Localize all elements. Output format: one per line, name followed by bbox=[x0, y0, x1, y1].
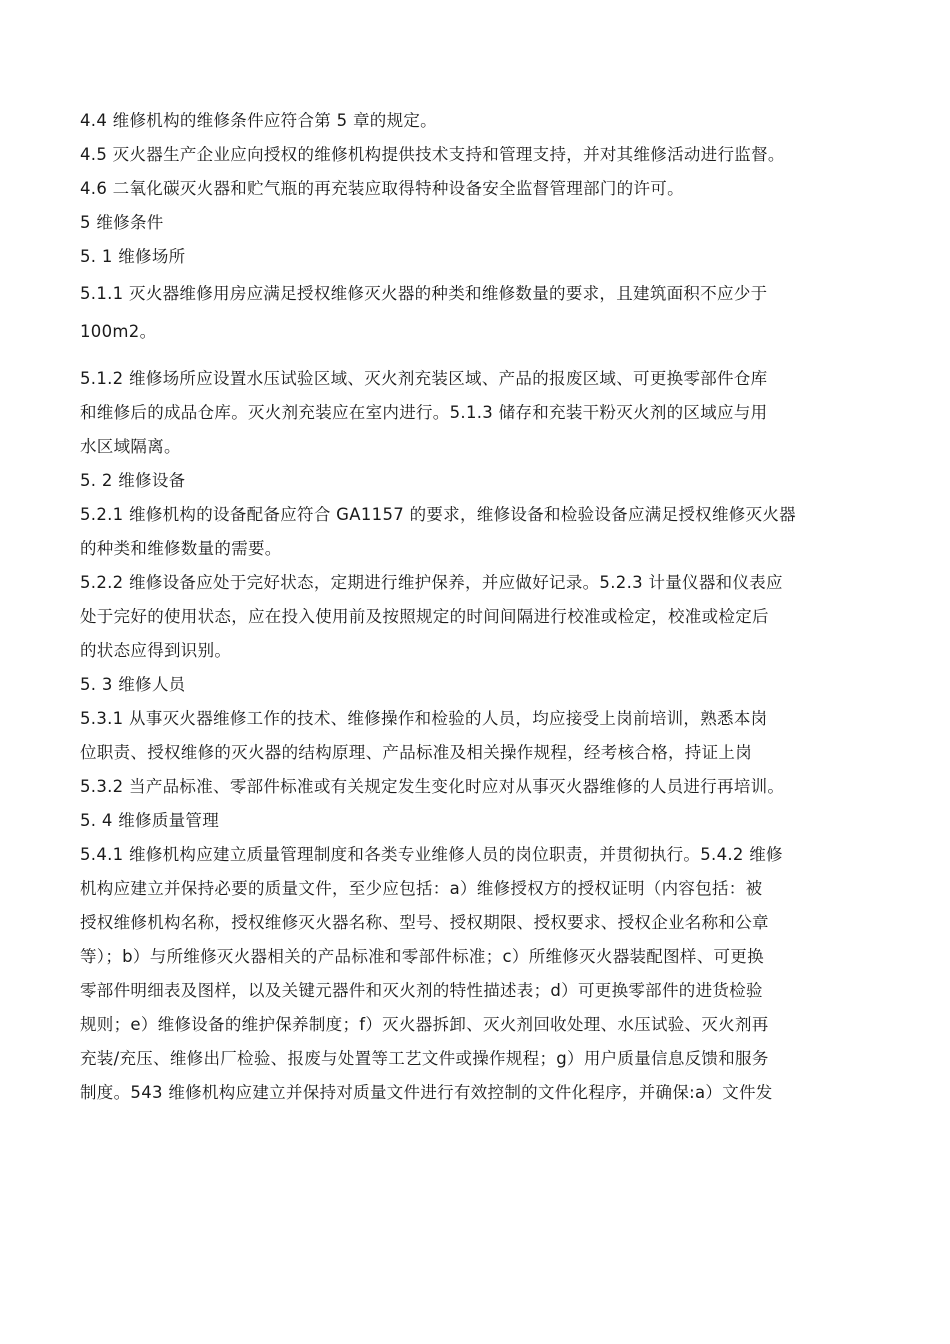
text-line: 5.3.2 当产品标准、零部件标准或有关规定发生变化时应对从事灭火器维修的人员进行再培训。 bbox=[80, 777, 785, 796]
text-line: 5.2.2 维修设备应处于完好状态，定期进行维护保养，并应做好记录。5.2.3 计量仪器和仪表应 bbox=[80, 573, 783, 592]
text-line: 5.2.1 维修机构的设备配备应符合 GA1157 的要求，维修设备和检验设备应满足授权维修灭火器 bbox=[80, 505, 796, 524]
subsection-heading: 5. 2 维修设备 bbox=[80, 471, 186, 490]
section-heading: 5 维修条件 bbox=[80, 213, 164, 232]
text-line: 等）；b）与所维修灭火器相关的产品标准和零部件标准；c）所维修灭火器装配图样、可更换 bbox=[80, 947, 764, 966]
text-line: 和维修后的成品仓库。灭火剂充装应在室内进行。5.1.3 储存和充装干粉灭火剂的区域应与用 bbox=[80, 403, 768, 422]
text-line: 4.5 灭火器生产企业应向授权的维修机构提供技术支持和管理支持，并对其维修活动进行监督。 bbox=[80, 145, 785, 164]
subsection-heading: 5. 1 维修场所 bbox=[80, 247, 186, 266]
text-line: 机构应建立并保持必要的质量文件，至少应包括：a）维修授权方的授权证明（内容包括：被 bbox=[80, 879, 763, 898]
text-line: 规则；e）维修设备的维护保养制度；f）灭火器拆卸、灭火剂回收处理、水压试验、灭火剂再 bbox=[80, 1015, 769, 1034]
subsection-heading: 5. 3 维修人员 bbox=[80, 675, 186, 694]
text-line: 水区域隔离。 bbox=[80, 437, 181, 456]
text-line: 4.4 维修机构的维修条件应符合第 5 章的规定。 bbox=[80, 111, 437, 130]
text-line: 4.6 二氧化碳灭火器和贮气瓶的再充装应取得特种设备安全监督管理部门的许可。 bbox=[80, 179, 684, 198]
text-line: 的状态应得到识别。 bbox=[80, 641, 232, 660]
text-line: 处于完好的使用状态，应在投入使用前及按照规定的时间间隔进行校准或检定，校准或检定后 bbox=[80, 607, 769, 626]
paragraph-gap bbox=[80, 350, 880, 362]
text-line: 授权维修机构名称，授权维修灭火器名称、型号、授权期限、授权要求、授权企业名称和公章 bbox=[80, 913, 769, 932]
text-line: 的种类和维修数量的需要。 bbox=[80, 539, 282, 558]
text-line: 100m2。 bbox=[80, 322, 157, 341]
text-line: 5.1.1 灭火器维修用房应满足授权维修灭火器的种类和维修数量的要求，且建筑面积不应少于 bbox=[80, 284, 768, 303]
text-line: 5.3.1 从事灭火器维修工作的技术、维修操作和检验的人员，均应接受上岗前培训，熟悉本岗 bbox=[80, 709, 768, 728]
text-line: 充装/充压、维修出厂检验、报废与处置等工艺文件或操作规程；g）用户质量信息反馈和服务 bbox=[80, 1049, 769, 1068]
subsection-heading: 5. 4 维修质量管理 bbox=[80, 811, 220, 830]
text-line: 5.4.1 维修机构应建立质量管理制度和各类专业维修人员的岗位职责，并贯彻执行。5.4.2 维修 bbox=[80, 845, 783, 864]
text-line: 制度。543 维修机构应建立并保持对质量文件进行有效控制的文件化程序，并确保:a）文件发 bbox=[80, 1083, 773, 1102]
text-line: 5.1.2 维修场所应设置水压试验区域、灭火剂充装区域、产品的报废区域、可更换零部件仓库 bbox=[80, 369, 768, 388]
text-line: 位职责、授权维修的灭火器的结构原理、产品标准及相关操作规程，经考核合格，持证上岗 bbox=[80, 743, 752, 762]
text-line: 零部件明细表及图样，以及关键元器件和灭火剂的特性描述表；d）可更换零部件的进货检验 bbox=[80, 981, 763, 1000]
document-body bbox=[80, 104, 880, 1110]
